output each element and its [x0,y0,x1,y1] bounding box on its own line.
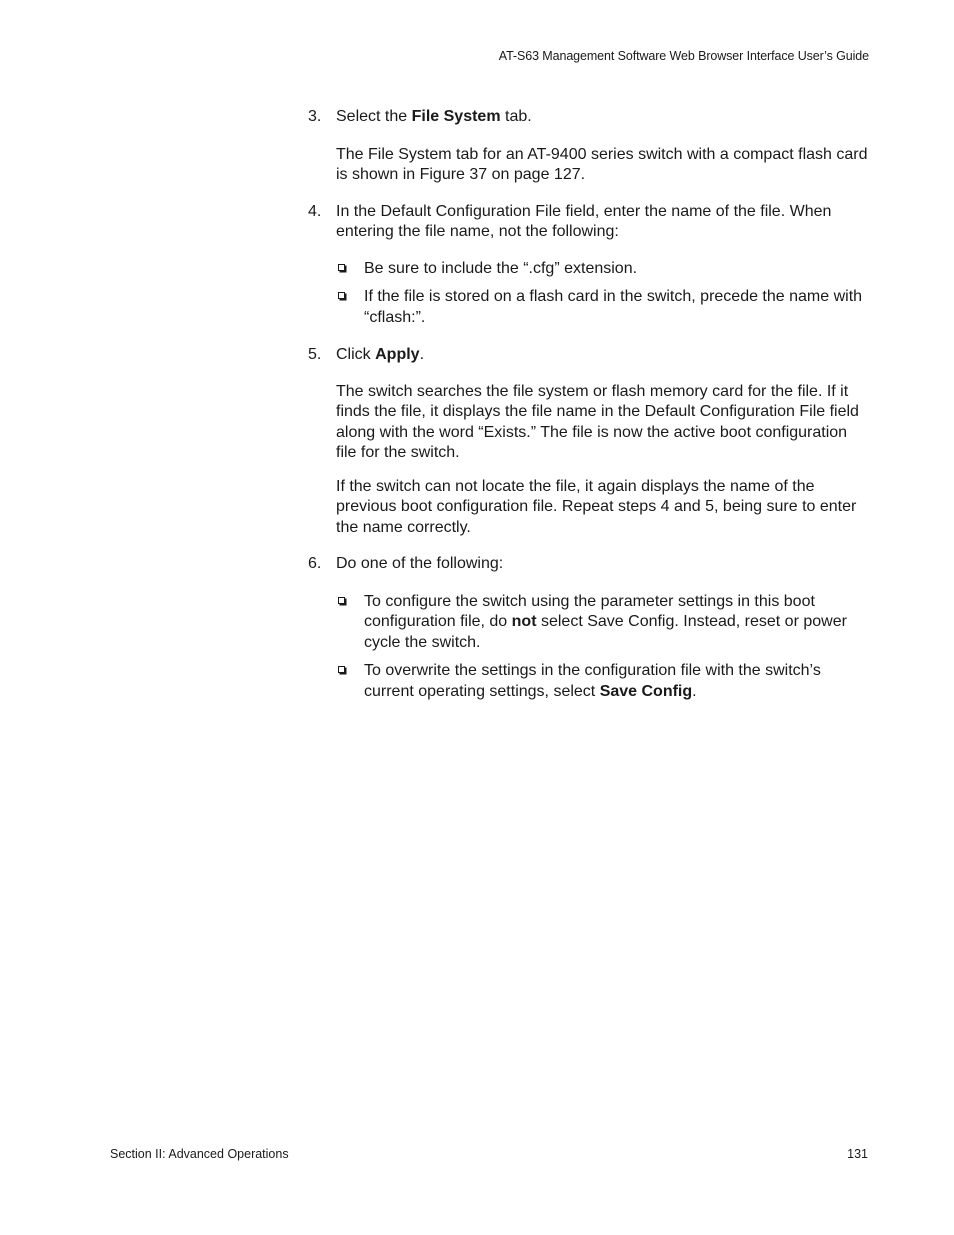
step-number: 6. [308,555,322,572]
step-number: 3. [308,108,322,125]
footer-section-title: Section II: Advanced Operations [110,1147,289,1161]
bullet-text: . [692,682,697,700]
running-header: AT-S63 Management Software Web Browser Interface User’s Guide [498,49,869,63]
bullet-text: If the file is stored on a flash card in the switch, precede the name with “cflash:”. [364,288,863,326]
step-5 [308,345,870,366]
step-text: tab. [500,108,532,125]
ui-term-save-config: Save Config [599,682,693,700]
step-text: Do one of the following: [336,555,504,572]
checkbox-bullet-icon [338,597,345,604]
step-3 [308,107,870,128]
step-text: In the Default Configuration File field, enter the name of the file. When entering the file name, not the following: [336,202,832,240]
step-3-paragraph: The File System tab for an AT-9400 series switch with a compact flash card is shown in Figure 37 on page 127. [336,145,868,183]
document-body [308,107,870,702]
checkbox-bullet-icon [338,292,345,299]
step-number: 5. [308,346,322,363]
bullet-item [308,287,870,328]
step-text: Select the [336,108,412,125]
step-5-paragraph: The switch searches the file system or flash memory card for the file. If it finds the file, it displays the file name in the Default Configuration File field along with the word “Exists.” The file is now the active boot configuration file for the switch. [336,382,859,461]
bullet-text: Be sure to include the “.cfg” extension. [364,259,638,277]
bullet-text: To configure the switch using the parameter settings in this boot configuration file, do [364,592,815,630]
bullet-item [308,661,870,702]
bullet-item [308,259,870,280]
checkbox-bullet-icon [338,666,345,673]
bullet-text: select Save Config. Instead, reset or power cycle the switch. [364,613,847,651]
ui-term-file-system-tab: File System [411,108,501,125]
ui-term-apply-button: Apply [375,346,420,363]
step-text: Click [336,346,376,363]
step-5-paragraph: If the switch can not locate the file, it again displays the name of the previous boot configuration file. Repeat steps 4 and 5, being sure to enter the name correctly. [336,477,857,536]
step-number: 4. [308,202,322,220]
step-text: . [419,346,425,363]
bullet-text: To overwrite the settings in the configuration file with the switch’s current operating settings, select [364,662,821,700]
emphasis-not: not [511,613,537,630]
bullet-item [308,592,870,654]
page-number: 131 [847,1147,868,1161]
step-6 [308,554,870,575]
checkbox-bullet-icon [338,264,345,271]
step-4 [308,202,870,243]
